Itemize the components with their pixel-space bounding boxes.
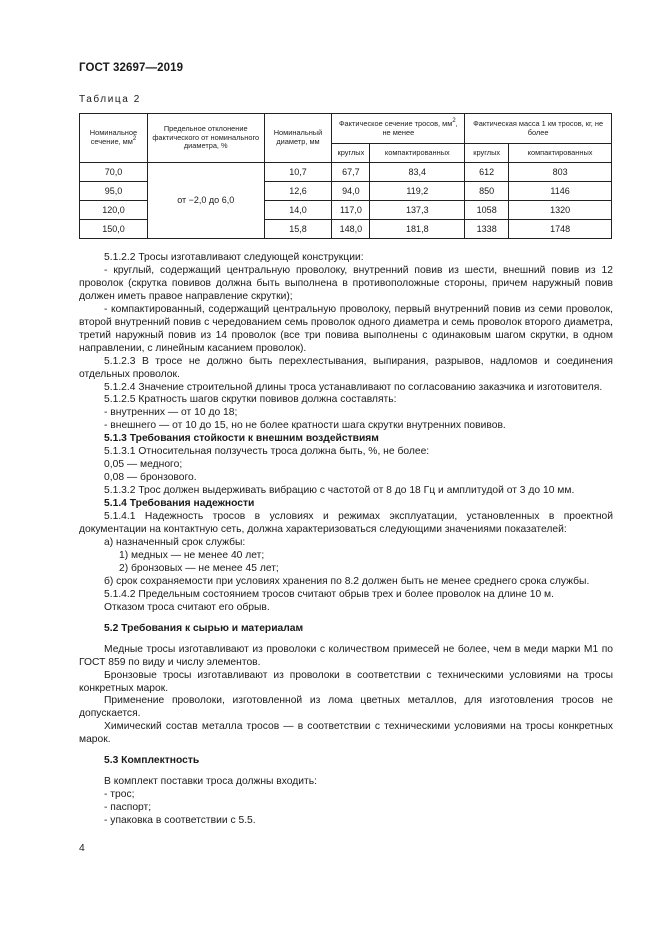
cell-section-round: 67,7	[332, 163, 370, 182]
section-heading-5-3: 5.3 Комплектность	[104, 755, 200, 767]
cell-section-compacted: 181,8	[370, 220, 465, 239]
clause-5-1-3-2: 5.1.3.2 Трос должен выдерживать вибрацию с частотой от 8 до 18 Гц и амплитудой от 3 до 10 мм.	[104, 485, 575, 497]
cell-mass-round: 850	[465, 182, 509, 201]
cell-diameter: 15,8	[264, 220, 332, 239]
cell-deviation: от −2,0 до 6,0	[147, 163, 264, 239]
cell-section-compacted: 119,2	[370, 182, 465, 201]
paragraph-scrap-prohibition: Применение проволоки, изготовленной из лома цветных металлов, для изготовления тросов не допускается.	[79, 695, 613, 720]
list-item-bronze-creep: 0,08 — бронзового.	[104, 472, 197, 484]
page-number: 4	[79, 843, 85, 854]
col-header-nominal-section: Номинальное сечение, $мм^2$	[80, 114, 148, 163]
list-item-round-construction: - круглый, содержащий центральную проволоку, внутренний повив из шести, внешний повив из 12 проволок (скрутка повивов должна быть выполнена в противоположные стороны, причем наружный повив должен иметь правое направление скрутки);	[79, 264, 613, 302]
subheader-compacted: компактированных	[509, 144, 612, 163]
clause-5-1-2-2: 5.1.2.2 Тросы изготавливают следующей конструкции:	[104, 252, 364, 263]
subheader-compacted: компактированных	[370, 144, 465, 163]
cell-diameter: 12,6	[264, 182, 332, 201]
list-item-copper-creep: 0,05 — медного;	[104, 459, 183, 471]
subheader-round: круглых	[465, 144, 509, 163]
section-heading-5-1-4: 5.1.4 Требования надежности	[104, 498, 255, 510]
list-item-copper-life: 1) медных — не менее 40 лет;	[119, 549, 265, 561]
list-item-passport: - паспорт;	[104, 802, 152, 814]
subheader-round: круглых	[332, 144, 370, 163]
col-header-actual-section: Фактическое сечение тросов, $мм^2$, не менее	[332, 114, 465, 144]
col-header-nominal-diameter: Номинальный диаметр, мм	[264, 114, 332, 163]
list-item-inner-lay: - внутренних — от 10 до 18;	[104, 407, 238, 419]
clause-5-1-4-1: 5.1.4.1 Надежность тросов в условиях и режимах эксплуатации, установленных в проектной документации на контактную сеть, должна характеризоваться следующими значениями показателей:	[79, 511, 613, 536]
cell-section: 95,0	[80, 182, 148, 201]
cell-diameter: 14,0	[264, 201, 332, 220]
paragraph-chemical-composition: Химический состав металла тросов — в соответствии с техническими условиями на тросы конкретных марок.	[79, 721, 613, 746]
list-item-service-life: а) назначенный срок службы:	[104, 536, 246, 548]
paragraph-bronze-cables: Бронзовые тросы изготавливают из проволоки в соответствии с техническими условиями на тросы конкретных марок.	[79, 669, 613, 694]
cell-diameter: 10,7	[264, 163, 332, 182]
clause-5-1-2-4: 5.1.2.4 Значение строительной длины троса устанавливают по согласованию заказчика и изготовителя.	[104, 381, 603, 393]
list-item-compacted-construction: - компактированный, содержащий центральную проволоку, первый внутренний повив из семи проволок, второй внутренний повив с чередованием семь проволок одного диаметра и семь проволок второго диаметра, третий наружный повив из 14 проволок (все три повива выполнены с одинаковым шагом скрутки, в одном направлении, с линейным касанием проволок).	[79, 303, 613, 354]
clause-5-1-2-5: 5.1.2.5 Кратность шагов скрутки повивов должна составлять:	[104, 394, 397, 406]
table-caption: Таблица 2	[79, 94, 141, 105]
cell-section-round: 148,0	[332, 220, 370, 239]
cell-mass-round: 1058	[465, 201, 509, 220]
list-item-bronze-life: 2) бронзовых — не менее 45 лет;	[119, 562, 279, 574]
cell-mass-round: 612	[465, 163, 509, 182]
cell-section-compacted: 137,3	[370, 201, 465, 220]
failure-definition: Отказом троса считают его обрыв.	[104, 601, 270, 613]
body-text	[79, 252, 613, 828]
cell-mass-compacted: 1146	[509, 182, 612, 201]
clause-5-1-4-2: 5.1.4.2 Предельным состоянием тросов считают обрыв трех и более проволок на длине 10 м.	[104, 588, 554, 600]
cell-mass-round: 1338	[465, 220, 509, 239]
paragraph-copper-cables: Медные тросы изготавливают из проволоки с количеством примесей не более, чем в меди марки М1 по ГОСТ 859 по виду и числу элементов.	[79, 643, 613, 668]
cell-section: 70,0	[80, 163, 148, 182]
list-item-storage-life: б) срок сохраняемости при условиях хранения по 8.2 должен быть не менее среднего срока службы.	[104, 575, 590, 587]
cell-section-compacted: 83,4	[370, 163, 465, 182]
table-row	[80, 163, 612, 182]
cell-mass-compacted: 803	[509, 163, 612, 182]
cell-section: 120,0	[80, 201, 148, 220]
cell-mass-compacted: 1748	[509, 220, 612, 239]
cell-section: 150,0	[80, 220, 148, 239]
clause-5-1-2-3: 5.1.2.3 В тросе не должно быть перехлестывания, выпирания, разрывов, надломов и соединения отдельных проволок.	[79, 355, 613, 380]
col-header-deviation: Предельное отклонение фактического от номинального диаметра, %	[147, 114, 264, 163]
document-header: ГОСТ 32697—2019	[79, 62, 184, 74]
cell-mass-compacted: 1320	[509, 201, 612, 220]
paragraph-delivery-set: В комплект поставки троса должны входить:	[104, 776, 317, 788]
clause-5-1-3-1: 5.1.3.1 Относительная ползучесть троса должна быть, %, не более:	[104, 446, 430, 458]
section-heading-5-2: 5.2 Требования к сырью и материалам	[104, 622, 304, 634]
list-item-packaging: - упаковка в соответствии с 5.5.	[104, 815, 256, 827]
list-item-cable: - трос;	[104, 789, 135, 801]
cable-parameters-table	[79, 113, 612, 239]
col-header-actual-mass: Фактическая масса 1 км тросов, кг, не более	[465, 114, 612, 144]
section-heading-5-1-3: 5.1.3 Требования стойкости к внешним воздействиям	[104, 433, 379, 445]
cell-section-round: 117,0	[332, 201, 370, 220]
list-item-outer-lay: - внешнего — от 10 до 15, но не более кратности шага скрутки внутренних повивов.	[104, 420, 506, 432]
cell-section-round: 94,0	[332, 182, 370, 201]
